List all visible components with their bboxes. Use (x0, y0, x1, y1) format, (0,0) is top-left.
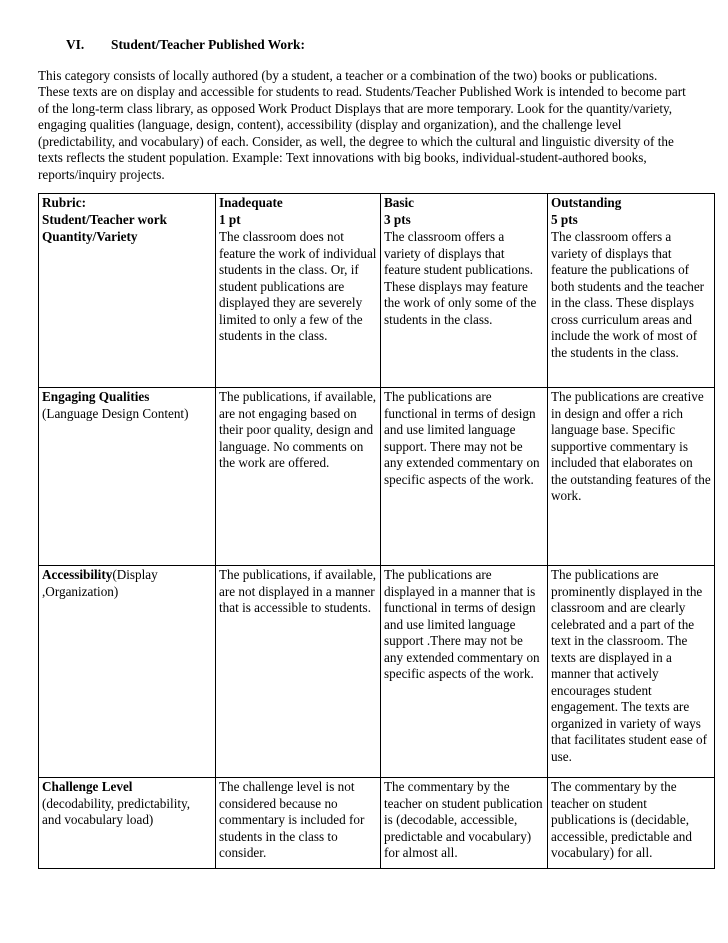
header-outstanding-cell (548, 194, 715, 229)
row-label: Accessibility (42, 567, 113, 582)
outstanding-cell: The classroom offers a variety of displays that feature the publications of both students and the teacher in the class. These displays cross curriculum areas and include the work of most of the students in the class. (548, 228, 715, 388)
header-rubric-sub: Student/Teacher work (42, 211, 167, 227)
inadequate-cell: The challenge level is not considered because no commentary is included for students in the class to consider. (216, 778, 381, 869)
outstanding-cell: The publications are prominently displayed in the classroom and are clearly celebrated and a part of the text in the classroom. The texts are displayed in a manner that actively encourages student engagement. The texts are organized in variety of ways that facilitates student ease of use. (548, 566, 715, 778)
row-label-cell (39, 566, 216, 778)
section-heading (38, 37, 708, 54)
header-outstanding-pts: 5 pts (551, 211, 578, 227)
section-title: Student/Teacher Published Work: (111, 37, 305, 52)
table-row (39, 388, 715, 566)
basic-cell: The classroom offers a variety of displays that feature student publications. These displays may feature the work of only some of the students in the class. (381, 228, 548, 388)
row-label-cell (39, 388, 216, 566)
header-rubric-cell (39, 194, 216, 229)
row-label-sub: (decodability, predictability, and vocabulary load) (42, 795, 191, 827)
header-inadequate-cell (216, 194, 381, 229)
table-header-row (39, 194, 715, 229)
row-label-cell (39, 228, 216, 388)
header-inadequate: Inadequate (219, 195, 283, 210)
table-row (39, 228, 715, 388)
basic-cell: The publications are displayed in a manner that is functional in terms of design and use limited language support .There may not be any extended commentary on specific aspects of the work. (381, 566, 548, 778)
table-row (39, 566, 715, 778)
row-label-sub: (Display ,Organization) (42, 567, 158, 599)
row-label: Engaging Qualities (42, 389, 150, 404)
intro-paragraph: This category consists of locally authored (by a student, a teacher or a combination of the two) books or publications. These texts are on display and accessible for students to read. Students/Teacher Published Work is intended to become part of the long-term class library, as opposed Work Product Displays that are more temporary. Look for the quantity/variety, engaging qualities (language, design, content), accessibility (display and organization), and the challenge level (predictability, and vocabulary) of each. Consider, as well, the degree to which the cultural and linguistic diversity of the texts reflects the student population. Example: Text innovations with big books, individual-student-authored books, reports/inquiry projects. (38, 67, 686, 182)
table-row (39, 778, 715, 869)
basic-cell: The publications are functional in terms of design and use limited language support. There may not be any extended commentary on specific aspects of the work. (381, 388, 548, 566)
section-number: VI. (66, 37, 85, 52)
header-rubric: Rubric: (42, 195, 86, 210)
inadequate-cell: The classroom does not feature the work of individual students in the class. Or, if student publications are displayed they are severely limited to only a few of the students in the class. (216, 228, 381, 388)
outstanding-cell: The commentary by the teacher on student publications is (decidable, accessible, predictable and vocabulary) for all. (548, 778, 715, 869)
inadequate-cell: The publications, if available, are not displayed in a manner that is accessible to students. (216, 566, 381, 778)
header-basic-cell (381, 194, 548, 229)
header-basic: Basic (384, 195, 415, 210)
row-label-sub: (Language Design Content) (42, 405, 189, 421)
row-label: Challenge Level (42, 779, 133, 794)
row-label-cell (39, 778, 216, 869)
header-inadequate-pts: 1 pt (219, 211, 241, 227)
outstanding-cell: The publications are creative in design and offer a rich language base. Specific supportive commentary is included that elaborates on the outstanding features of the work. (548, 388, 715, 566)
header-outstanding: Outstanding (551, 195, 622, 210)
rubric-table (38, 193, 715, 869)
header-basic-pts: 3 pts (384, 211, 411, 227)
basic-cell: The commentary by the teacher on student publication is (decodable, accessible, predictable and vocabulary) for almost all. (381, 778, 548, 869)
row-label: Quantity/Variety (42, 229, 138, 244)
inadequate-cell: The publications, if available, are not engaging based on their poor quality, design and language. No comments on the work are offered. (216, 388, 381, 566)
